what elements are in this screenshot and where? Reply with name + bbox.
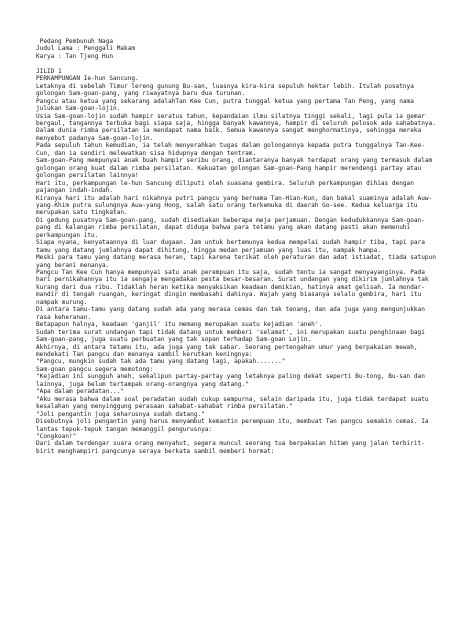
document-header xyxy=(36,38,436,60)
paragraph: Letaknya di sebelah Timur lereng gunung Bu-san, luasnya kira-kira sepuluh hektar lebih. Itulah pusatnya golongan Sam-goan-pang, yang riwayatnya baru dua turunan. xyxy=(36,82,418,98)
paragraph: "Aku merasa bahwa dalam soal peradatan sudah cukup sempurna, selain daripada itu, juga tidak terdapat suatu kesalahan yang menyinggung perasaan sahabat-sahabat rimba persilatan." xyxy=(36,395,433,411)
paragraph: Dari dalam terdengar suara orang menyahut, segera muncul seorang tua berpakaian hitam yang jalan terbirit-birit menghampiri pangcunya seraya berkata sambil memberi hormat: xyxy=(36,440,425,455)
paragraph: Sam-goan pangcu segera memotong: xyxy=(36,365,154,373)
paragraph: PERKAMPUNGAN Ie-hun Sancung. xyxy=(36,75,139,83)
paragraph: Di gedung pusatnya Sam-goan-pang, sudah disediakan beberapa meja perjamuan. Dengan kedudukkannya Sam-goan-pang di kalangan rimba persilatan, dapat diduga bahwa para tetamu yang akan datang pasti akan memenuhi perkampungan itu. xyxy=(36,216,425,239)
paragraph: "Congkoan!" xyxy=(36,433,77,440)
paragraph: "Pangcu, mungkin sudah tak ada tamu yang datang lagi, apakah......." xyxy=(36,358,286,366)
paragraph: Sudah terima surat undangan tapi tidak datang untuk memberi 'selamat', ini merupakan suatu penghinaan bagi Sam-goan-pang, juga suatu perbuatan yang tak sopan terhadap Sam-goan Lojin. xyxy=(36,328,429,344)
paragraph: "Apa dalam peradatan..." xyxy=(36,388,125,396)
paragraph: Usia Sam-goan-lojin sudah hampir seratus tahun, kepandaian ilmu silatnya tinggi sekali, lagi pula ia gemar bergaul, tangannya terbuka bagi siapa saja, hingga banyak kawannya, hampir di seluruh pelosok ada sahabatnya. Dalam dunia rimba persilatan ia mendapat nama baik. Semua kawannya sangat menghormatinya, sehingga mereka menyebut padanya Sam-goan-lojin. xyxy=(36,112,440,142)
paragraph: Kiranya hari itu adalah hari nikahnya putri pangcu yang bernama Tan-Hian-Kun, dan bakal suaminya adalah Auw-yang-Khim putra sulungnya Auw-yang Hong, salah satu orang terkemuka di daerah Go-see. Kedua keluarga itu merupakan satu tingkatan. xyxy=(36,194,433,217)
paragraph: Hari itu, perkampungan le-hun Sancung diliputi oleh suasana gembira. Seluruh perkampungan dihias dengan pajangan indah-indah. xyxy=(36,179,418,195)
body-text xyxy=(36,75,440,455)
paragraph: Di antara tamu-tamu yang datang sudah ada yang merasa cemas dan tak tenang, dan ada juga yang mengunjukkan rasa keheranan. xyxy=(36,306,429,321)
author-line: Karya : Tan Tjeng Hun xyxy=(36,52,114,60)
book-title: Pedang Pembunuh Naga xyxy=(36,38,114,45)
paragraph: Disebutnya joli pengantin yang harus menyambut kemantin perempuan itu, membuat Tan pangcu semakin cemas. Ia lantas tepuk-tepuk tangan memanggil pengurusnya: xyxy=(36,418,433,433)
paragraph: Pada sepuluh tahun kemudian, ia telah menyerahkan tugas dalam golongannya kepada putra tunggalnya Tan-Kee-Cun, dan ia sendiri melewatkan sisa hidupnya dengan tentram. xyxy=(36,142,425,157)
paragraph: Sam-goan-Pang mempunyai anak buah hampir seribu orang, diantaranya banyak terdapat orang yang termasuk dalam golongan orang kuat dalam rimba persilatan. Kekuatan golongan Sam-goan-Pang hampir merendengi partay atau golongan persilatan lainnya! xyxy=(36,157,436,180)
paragraph: Betapapun halnya, keadaan 'ganjil' itu memang merupakan suatu kejadian 'aneh'. xyxy=(36,321,323,329)
paragraph: Pangcu atau ketua yang sekarang adalahTan Kee Cun, putra tunggal ketua yang pertama Tan Peng, yang nama julukan Sam-goan-lojin. xyxy=(36,97,418,113)
paragraph: Meski para tamu yang datang merasa heran, tapi karena terikat oleh peraturan dan adat istiadat, tiada satupun yang berani menanya. xyxy=(36,254,440,269)
paragraph: Siapa nyana, kenyataannya di luar dugaan. Jam untuk bertemunya kedua mempelai sudah hampir tiba, tapi para tamu yang datang jumlahnya dapat dihitung, hingga medan perjamuan yang luas itu, nampak hampa. xyxy=(36,239,429,254)
paragraph: "Joli pengantin juga seharusnya sudah datang." xyxy=(36,410,205,418)
document-page xyxy=(36,38,440,633)
paragraph: Akhirnya, di antara tetamu itu, ada juga yang tak sabar. Seorang pertengahan umur yang berpakaian mewah, mendekati Tan pangcu dan menanya sambil kerutkan keningnya: xyxy=(36,343,422,359)
paragraph: Pangcu Tan Kee Cun hanya mempunyai satu anak perempuan itu saja, sudah tentu ia sangat menyayanginya. Pada hari pernikahannya itu ia sengaja mengadakan pesta besar-besaran. Surat undangan yang dikirim jumlahnya tak kurang dari dua ribu. Tidaklah heran ketika menyaksikan keadaan demikian, hatinya amat gelisah. Ia mondar-mandir di tengah ruangan, keringat dingin membasahi dahinya. Wajah yang biasanya selalu gembira, hari itu nampak murung. xyxy=(36,269,433,306)
header-gap xyxy=(36,60,436,67)
paragraph: "Kejadian ini sungguh aneh, sekalipun partay-partay yang letaknya paling dekat seperti Bu-tong, Bu-san dan lainnya, juga belum tertampak orang-orangnya yang datang." xyxy=(36,373,429,388)
old-title: Judul Lama : Penggali Makam xyxy=(36,45,136,53)
chapter-heading: JILID 1 xyxy=(36,67,62,75)
